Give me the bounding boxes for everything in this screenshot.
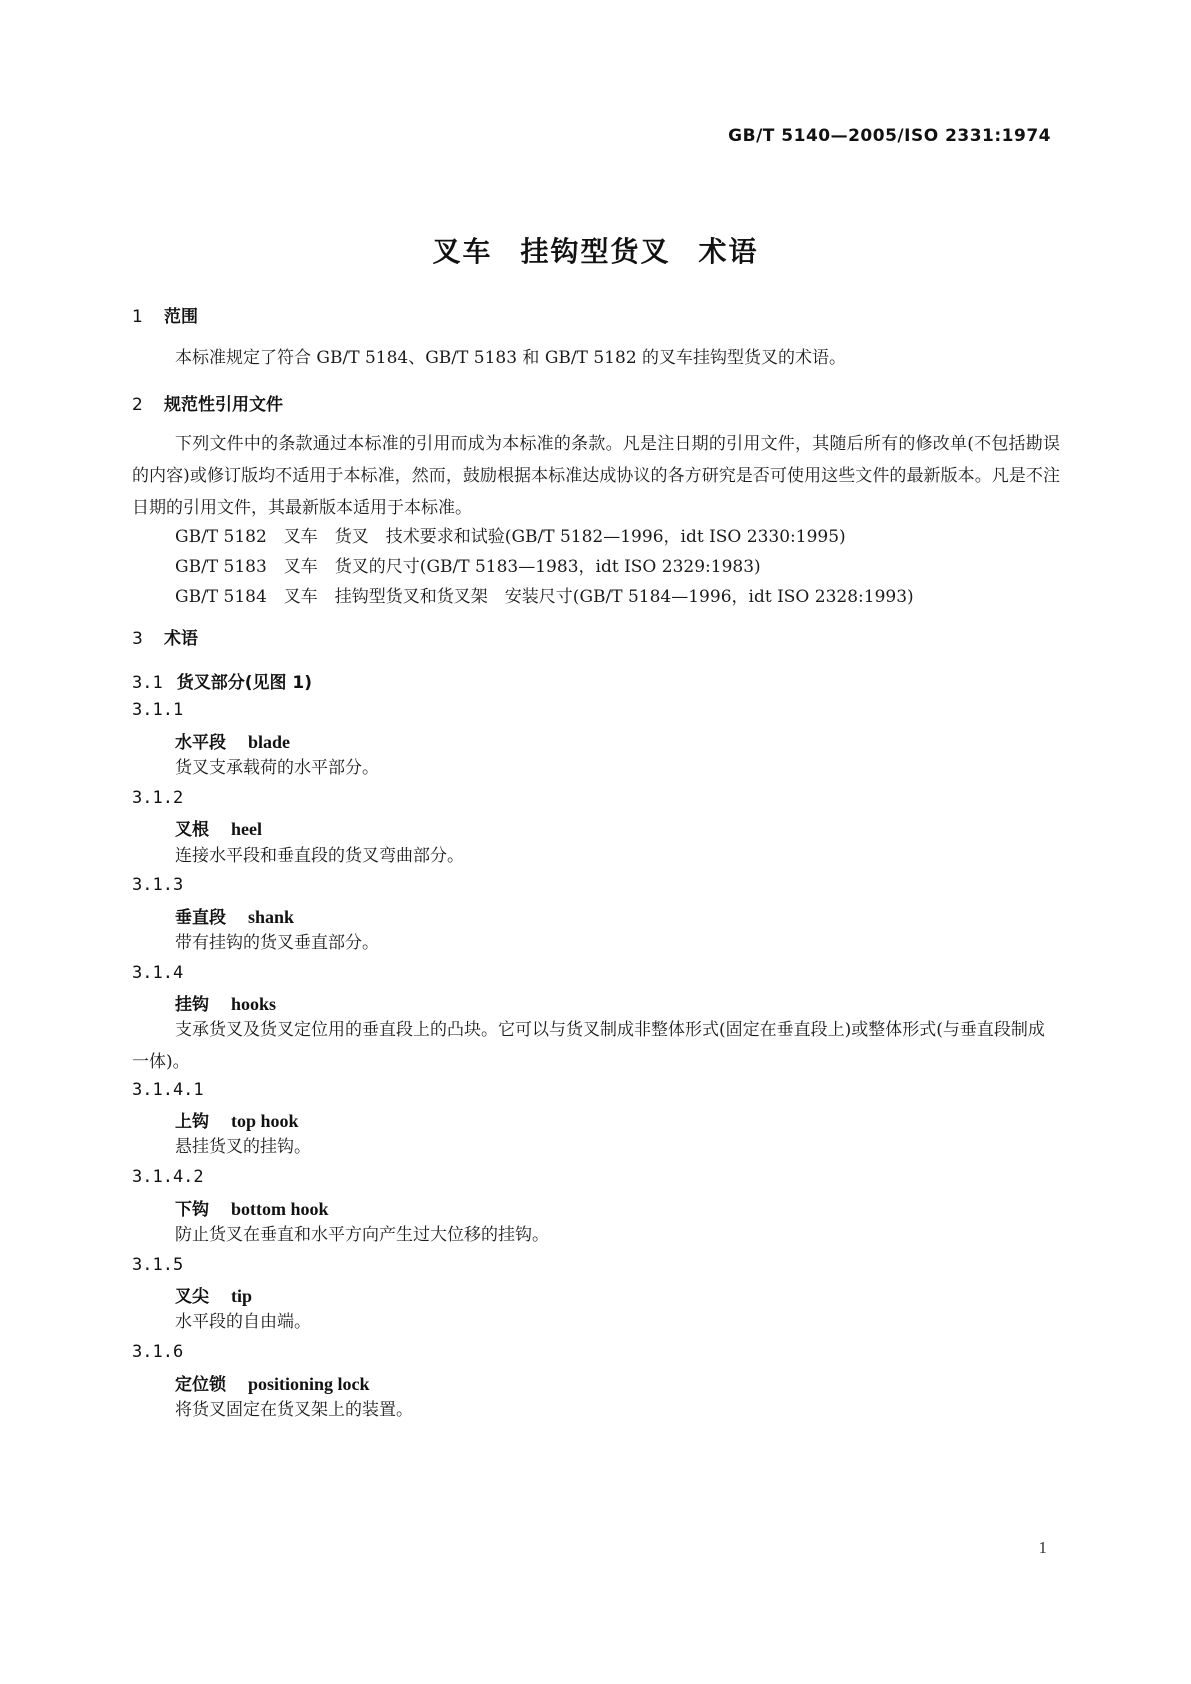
term-definition: 水平段的自由端。: [175, 1312, 311, 1332]
clause-number: 3.1.4.1: [132, 1080, 204, 1100]
term-heading: 上钩 top hook: [175, 1111, 299, 1132]
term-definition: 将货叉固定在货叉架上的装置。: [175, 1400, 413, 1420]
document-title: [0, 230, 1191, 270]
title-part-3: 术语: [698, 235, 759, 268]
clause-number: 3.1.1: [132, 700, 184, 720]
term-heading: 垂直段 shank: [175, 907, 295, 928]
clause-number: 3.1.4: [132, 963, 184, 983]
scope-paragraph: 本标准规定了符合 GB/T 5184、GB/T 5183 和 GB/T 5182 的叉车挂钩型货叉的术语。: [175, 348, 847, 368]
title-part-2: 挂钩型货叉: [520, 235, 671, 268]
clause-number: 3.1.2: [132, 788, 184, 808]
reference-item: GB/T 5183 叉车 货叉的尺寸(GB/T 5183—1983，idt ISO 2329:1983): [175, 557, 761, 577]
document-id: GB/T 5140—2005/ISO 2331:1974: [728, 126, 1051, 146]
section-heading-scope: 1 范围: [132, 307, 198, 327]
normative-references-paragraph: 下列文件中的条款通过本标准的引用而成为本标准的条款。凡是注日期的引用文件，其随后所有的修改单(不包括勘误的内容)或修订版均不适用于本标准，然而，鼓励根据本标准达成协议的各方研究是否可使用这些文件的最新版本。凡是不注日期的引用文件，其最新版本适用于本标准。: [132, 434, 1060, 518]
term-heading: 叉根 heel: [175, 819, 262, 840]
reference-item: GB/T 5182 叉车 货叉 技术要求和试验(GB/T 5182—1996，idt ISO 2330:1995): [175, 527, 846, 547]
term-heading: 挂钩 hooks: [175, 994, 277, 1015]
term-definition: 带有挂钩的货叉垂直部分。: [175, 933, 379, 953]
section-heading-normative-references: 2 规范性引用文件: [132, 395, 283, 415]
page-number: 1: [1038, 1538, 1047, 1557]
term-definition: 连接水平段和垂直段的货叉弯曲部分。: [175, 846, 464, 866]
term-definition: 防止货叉在垂直和水平方向产生过大位移的挂钩。: [175, 1225, 549, 1245]
clause-number: 3.1.5: [132, 1255, 184, 1275]
term-heading: 定位锁 positioning lock: [175, 1374, 370, 1395]
clause-number: 3.1.3: [132, 875, 184, 895]
term-heading: 下钩 bottom hook: [175, 1199, 329, 1220]
term-definition: 货叉支承载荷的水平部分。: [175, 758, 379, 778]
reference-item: GB/T 5184 叉车 挂钩型货叉和货叉架 安装尺寸(GB/T 5184—1996，idt ISO 2328:1993): [175, 587, 914, 607]
term-definition: 支承货叉及货叉定位用的垂直段上的凸块。它可以与货叉制成非整体形式(固定在垂直段上)或整体形式(与垂直段制成一体)。: [132, 1020, 1045, 1072]
clause-number: 3.1.6: [132, 1342, 184, 1362]
term-definition: 悬挂货叉的挂钩。: [175, 1137, 311, 1157]
title-part-1: 叉车: [432, 235, 493, 268]
clause-heading-fork-parts: 3.1 货叉部分(见图 1): [132, 673, 313, 693]
section-heading-terms: 3 术语: [132, 629, 198, 649]
term-heading: 水平段 blade: [175, 732, 291, 753]
term-heading: 叉尖 tip: [175, 1286, 253, 1307]
clause-number: 3.1.4.2: [132, 1167, 204, 1187]
